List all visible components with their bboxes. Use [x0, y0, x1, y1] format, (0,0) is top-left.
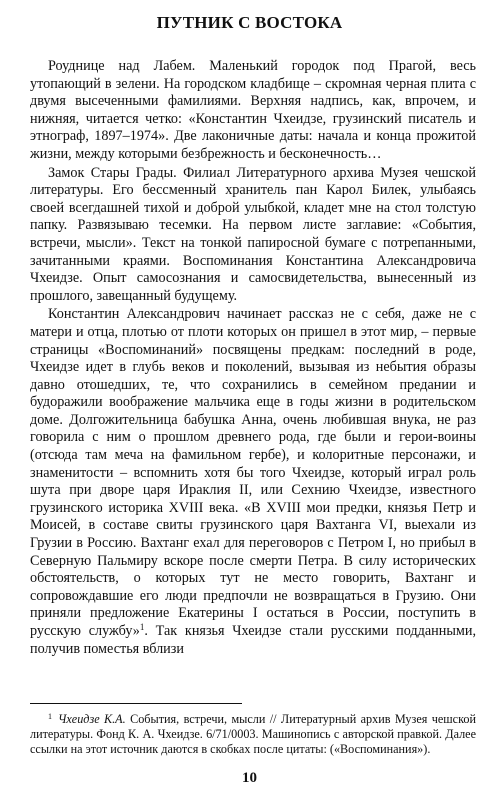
- paragraph-2: Замок Стары Грады. Филиал Литературного архива Музея чешской литературы. Его бессменный хранитель пан Карол Билек, улыбаясь своей всегдашней тихой и доброй улыбкой, кладет мне на стол толстую папку. Развязываю тесемки. На первом листе заглавие: «События, встречи, мысли». Текст на тонкой папиросной бумаге с потрепанными, зачитанными краями. Воспоминания Константина Александровича Чхеидзе. Опыт самосознания и самосвидетельства, вынесенный из прошлого, завещанный будущему.: [30, 164, 476, 304]
- paragraph-3-text: Константин Александрович начинает рассказ не с себя, даже не с матери и отца, плотью от плоти которых он пришел в этот мир, – первые страницы «Воспоминаний» посвящены предкам: последний в роде, Чхеидзе идет в глубь веков и поколений, вызывая из небытия образы давно отошедших, те, что сохранились в семейном предании и будоражили воображение мальчика еще в годы жизни в родительском доме. Долгожительница бабушка Анна, очень любившая внука, не раз говорила с ним о прошлом древнего рода, где были и герои-воины (отсюда там меча на фамильном гербе), и колоритные персонажи, и знаменитости – вспомнить хотя бы того Чхеидзе, который играл роль шута при дворе царя Ираклия II, или Сехнию Чхеидзе, известного грузинского историка XVIII века. «В XVIII мои предки, князья Петр и Моисей, в составе свиты грузинского царя Вахтанга VI, выехали из Грузии в Россию. Вахтанг ехал для переговоров с Петром I, но прибыл в Северную Пальмиру вскоре после смерти Петра. В силу исторических обстоятельств, о которых тут не место говорить, Вахтанг и сопровождавшие его люди предпочли не возвращаться в Грузию. Они приняли предложение Екатерины I остаться в России, поступить в русскую службу»: [30, 306, 476, 639]
- footnote-marker: 1: [48, 712, 52, 721]
- paragraph-1: Роуднице над Лабем. Маленький городок под Прагой, весь утопающий в зелени. На городском кладбище – скромная черная плита с двумя высеченными фамилиями. Верхняя надпись, как, впрочем, и нижняя, читается четко: «Константин Чхеидзе, грузинский писатель и этнограф, 1897–1974». Две лаконичные даты: начала и конца прожитой жизни, между которыми безбрежность и бесконечность…: [30, 58, 476, 162]
- footnote-author: Чхеидзе К.А.: [58, 712, 126, 726]
- paragraph-3: Константин Александрович начинает рассказ не с себя, даже не с матери и отца, плотью от плоти которых он пришел в этот мир, – первые страницы «Воспоминаний» посвящены предкам: последний в роде, Чхеидзе идет в глубь веков и поколений, вызывая из небытия образы давно отошедших, те, что сохранились в семейном предании и будоражили воображение мальчика еще в годы жизни в родительском доме. Долгожительница бабушка Анна, очень любившая внука, не раз говорила с ним о прошлом древнего рода, где были и герои-воины (отсюда там меча на фамильном гербе), и колоритные персонажи, и знаменитости – вспомнить хотя бы того Чхеидзе, который играл роль шута при дворе царя Ираклия II, или Сехнию Чхеидзе, известного грузинского историка XVIII века. «В XVIII мои предки, князья Петр и Моисей, в составе свиты грузинского царя Вахтанга VI, выехали из Грузии в Россию. Вахтанг ехал для переговоров с Петром I, но прибыл в Северную Пальмиру вскоре после смерти Петра. В силу исторических обстоятельств, о которых тут не место говорить, Вахтанг и сопровождавшие его люди предпочли не возвращаться в Грузию. Они приняли предложение Екатерины I остаться в России, поступить в русскую службу»$^1$. Так князья Чхеидзе стали русскими подданными, получив поместья вблизи: [30, 306, 476, 657]
- page-number: 10: [242, 770, 257, 786]
- footnote-reference[interactable]: 1: [139, 622, 145, 632]
- paragraph-3-continuation: Так князья Чхеидзе стали русскими подданными, получив поместья вблизи: [30, 623, 476, 657]
- footnotes: [30, 712, 476, 756]
- footnote-1: [30, 712, 476, 756]
- footnote-divider: [30, 703, 242, 704]
- body-text: [30, 58, 476, 658]
- chapter-title: ПУТНИК С ВОСТОКА: [156, 13, 343, 32]
- footnote-text: События, встречи, мысли // Литературный архив Музея чешской литературы. Фонд К. А. Чхеидзе. 6/71/0003. Машинопись с авторской правкой. Далее ссылки на этот источник даются в скобках после цитаты: («Воспоминания»).: [30, 712, 476, 756]
